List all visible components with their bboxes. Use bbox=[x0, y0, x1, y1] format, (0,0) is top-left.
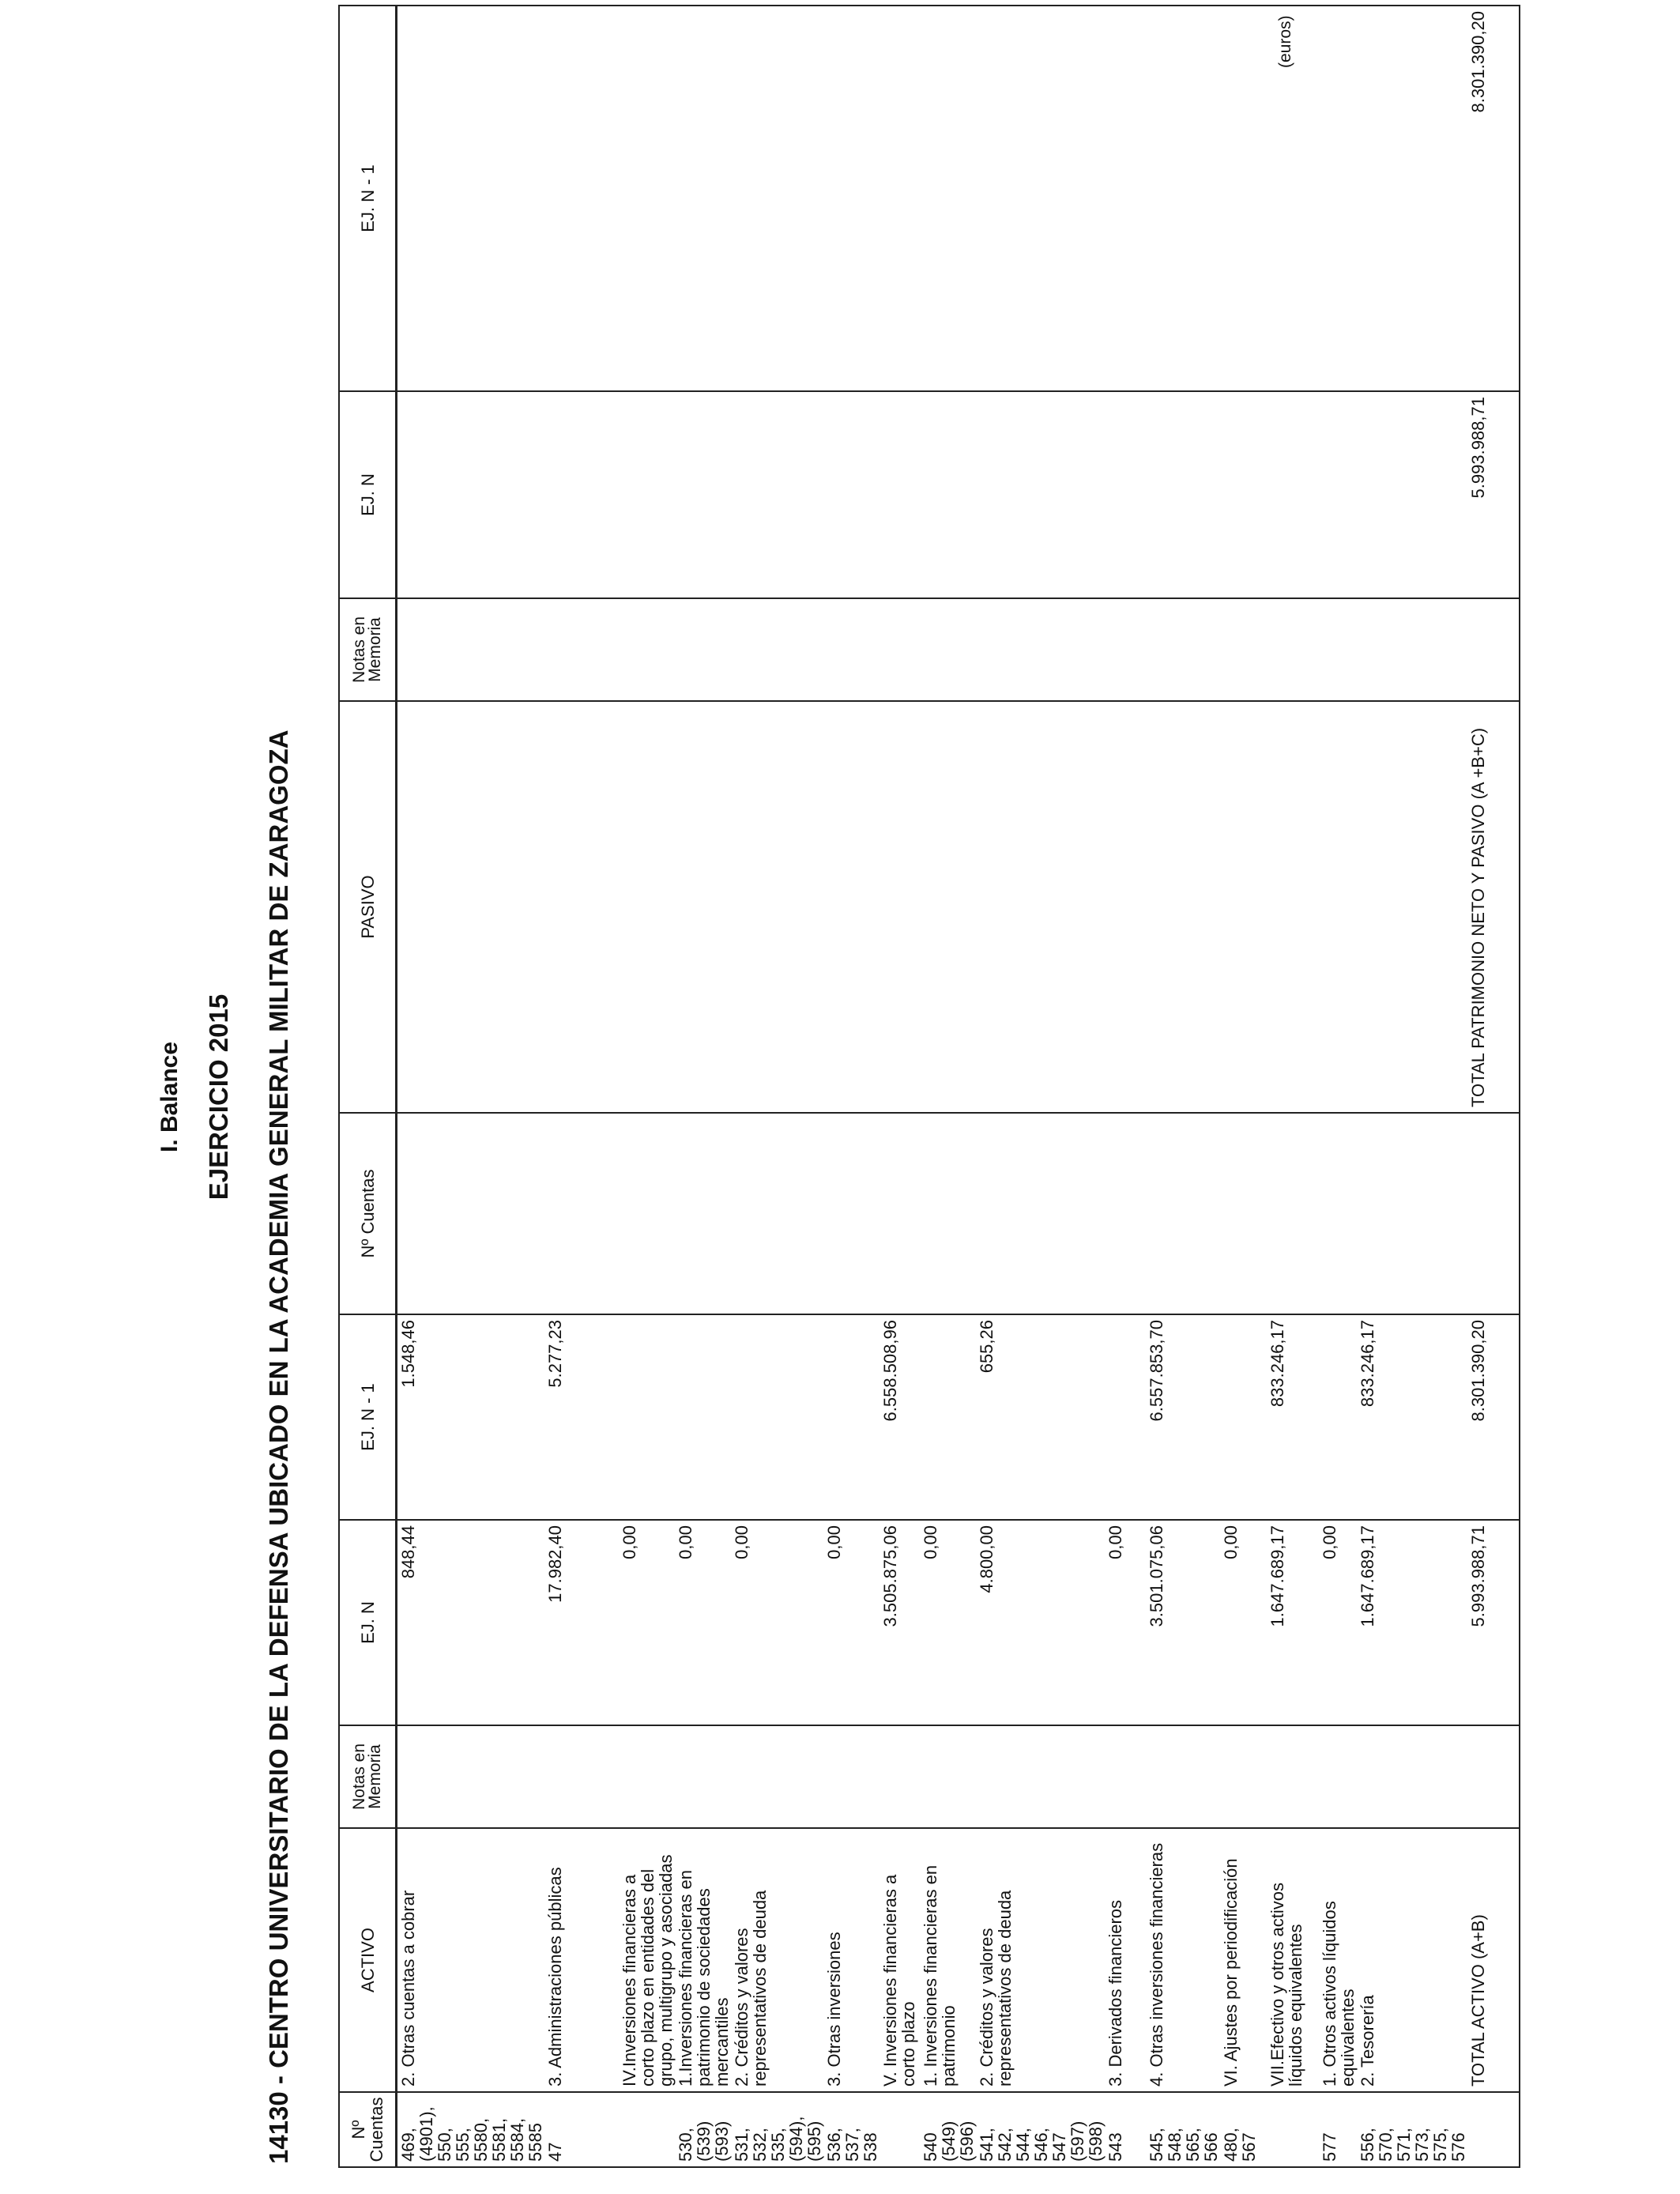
row-ej-n-1: 1.548,46 bbox=[397, 1314, 545, 1520]
total-activo-label: TOTAL ACTIVO (A+B) bbox=[1467, 1828, 1520, 2092]
row-notas bbox=[731, 1725, 823, 1828]
header-cuentas: Nº Cuentas bbox=[339, 2092, 397, 2167]
entity-name: 14130 - CENTRO UNIVERSITARIO DE LA DEFENSA UBICADO EN LA ACADEMIA GENERAL MILITAR DE ZARAGOZA bbox=[264, 729, 293, 2164]
row-notas bbox=[920, 1725, 976, 1828]
row-cuentas: 545, 548, 565, 566 bbox=[1146, 2092, 1220, 2167]
table-row bbox=[1267, 6, 1319, 2167]
row-ej-n-1: 833.246,17 bbox=[1357, 1314, 1467, 1520]
totals-row bbox=[1467, 6, 1520, 2167]
row-ej-n: 0,00 bbox=[619, 1520, 675, 1725]
row-notas bbox=[976, 1725, 1105, 1828]
row-ej-n: 4.800,00 bbox=[976, 1520, 1105, 1725]
table-row bbox=[675, 6, 731, 2167]
table-row bbox=[397, 6, 545, 2167]
row-activo: VI. Ajustes por periodificación bbox=[1220, 1828, 1267, 2092]
header-cuentas-pasivo: Nº Cuentas bbox=[339, 1113, 397, 1314]
row-ej-n: 1.647.689,17 bbox=[1357, 1520, 1467, 1725]
table-row bbox=[619, 6, 675, 2167]
row-cuentas: 47 bbox=[544, 2092, 619, 2167]
row-ej-n: 0,00 bbox=[675, 1520, 731, 1725]
row-notas bbox=[880, 1725, 920, 1828]
fiscal-year-title: EJERCICIO 2015 bbox=[204, 993, 233, 1201]
header-row bbox=[339, 6, 397, 2167]
currency-units: (euros) bbox=[1276, 15, 1294, 68]
row-ej-n: 0,00 bbox=[823, 1520, 880, 1725]
row-activo: 1.Inversiones financieras en patrimonio de sociedades mercantiles bbox=[675, 1828, 731, 2092]
row-activo: 3. Otras inversiones bbox=[823, 1828, 880, 2092]
total-pasivo-ej-n: 5.993.988,71 bbox=[1467, 391, 1520, 598]
row-activo: 2. Tesorería bbox=[1357, 1828, 1467, 2092]
row-cuentas: 556, 570, 571, 573, 575, 576 bbox=[1357, 2092, 1467, 2167]
total-activo-ej-n-1: 8.301.390,20 bbox=[1467, 1314, 1520, 1520]
row-ej-n-1 bbox=[1220, 1314, 1267, 1520]
row-ej-n-1: 5.277,23 bbox=[544, 1314, 619, 1520]
row-ej-n: 0,00 bbox=[731, 1520, 823, 1725]
row-activo: 1. Inversiones financieras en patrimonio bbox=[920, 1828, 976, 2092]
row-notas bbox=[397, 1725, 545, 1828]
row-cuentas bbox=[880, 2092, 920, 2167]
row-notas bbox=[1146, 1725, 1220, 1828]
table-row bbox=[1319, 6, 1357, 2167]
row-ej-n-1: 6.558.508,96 bbox=[880, 1314, 920, 1520]
row-ej-n-1 bbox=[1319, 1314, 1357, 1520]
row-ej-n-1: 6.557.853,70 bbox=[1146, 1314, 1220, 1520]
row-ej-n-1: 833.246,17 bbox=[1267, 1314, 1319, 1520]
header-ej-n-1-pasivo: EJ. N - 1 bbox=[339, 6, 397, 391]
row-notas bbox=[619, 1725, 675, 1828]
header-pasivo: PASIVO bbox=[339, 701, 397, 1113]
row-notas bbox=[1319, 1725, 1357, 1828]
row-notas bbox=[1267, 1725, 1319, 1828]
row-notas bbox=[675, 1725, 731, 1828]
row-cuentas: 540 (549) (596) bbox=[920, 2092, 976, 2167]
report-title: I. Balance bbox=[156, 1041, 183, 1153]
row-activo: VII.Efectivo y otros activos líquidos equivalentes bbox=[1267, 1828, 1319, 2092]
row-ej-n: 17.982,40 bbox=[544, 1520, 619, 1725]
balance-table bbox=[338, 5, 1520, 2168]
row-cuentas: 536, 537, 538 bbox=[823, 2092, 880, 2167]
row-activo: 3. Derivados financieros bbox=[1105, 1828, 1146, 2092]
header-notas: Notas en Memoria bbox=[339, 1725, 397, 1828]
row-activo: 1. Otros activos líquidos equivalentes bbox=[1319, 1828, 1357, 2092]
row-activo: V. Inversiones financieras a corto plazo bbox=[880, 1828, 920, 2092]
row-notas bbox=[823, 1725, 880, 1828]
row-ej-n-1 bbox=[675, 1314, 731, 1520]
table-row bbox=[731, 6, 823, 2167]
row-activo: 4. Otras inversiones financieras bbox=[1146, 1828, 1220, 2092]
header-ej-n-pasivo: EJ. N bbox=[339, 391, 397, 598]
table-row bbox=[976, 6, 1105, 2167]
row-ej-n-1 bbox=[823, 1314, 880, 1520]
total-pasivo-ej-n-1: 8.301.390,20 bbox=[1467, 6, 1520, 391]
row-cuentas: 543 bbox=[1105, 2092, 1146, 2167]
row-notas bbox=[1357, 1725, 1467, 1828]
total-activo-ej-n: 5.993.988,71 bbox=[1467, 1520, 1520, 1725]
row-ej-n: 3.501.075,06 bbox=[1146, 1520, 1220, 1725]
row-activo: 2. Otras cuentas a cobrar bbox=[397, 1828, 545, 2092]
row-activo: 2. Créditos y valores representativos de deuda bbox=[976, 1828, 1105, 2092]
row-cuentas: 480, 567 bbox=[1220, 2092, 1267, 2167]
row-ej-n: 0,00 bbox=[920, 1520, 976, 1725]
row-ej-n-1 bbox=[1105, 1314, 1146, 1520]
row-ej-n: 0,00 bbox=[1220, 1520, 1267, 1725]
header-ej-n-1: EJ. N - 1 bbox=[339, 1314, 397, 1520]
row-activo: IV.Inversiones financieras a corto plazo en entidades del grupo, multigrupo y asociadas bbox=[619, 1828, 675, 2092]
header-notas-pasivo: Notas en Memoria bbox=[339, 598, 397, 701]
row-ej-n: 848,44 bbox=[397, 1520, 545, 1725]
row-ej-n: 0,00 bbox=[1319, 1520, 1357, 1725]
row-ej-n: 0,00 bbox=[1105, 1520, 1146, 1725]
header-ej-n: EJ. N bbox=[339, 1520, 397, 1725]
table-row bbox=[920, 6, 976, 2167]
row-activo: 2. Créditos y valores representativos de deuda bbox=[731, 1828, 823, 2092]
row-ej-n-1: 655,26 bbox=[976, 1314, 1105, 1520]
table-row bbox=[823, 6, 880, 2167]
row-ej-n-1 bbox=[731, 1314, 823, 1520]
row-cuentas: 531, 532, 535, (594), (595) bbox=[731, 2092, 823, 2167]
table-row bbox=[1105, 6, 1146, 2167]
table-row bbox=[1357, 6, 1467, 2167]
row-ej-n-1 bbox=[920, 1314, 976, 1520]
row-cuentas: 577 bbox=[1319, 2092, 1357, 2167]
table-row bbox=[1146, 6, 1220, 2167]
table-row bbox=[1220, 6, 1267, 2167]
header-activo: ACTIVO bbox=[339, 1828, 397, 2092]
row-ej-n-1 bbox=[619, 1314, 675, 1520]
row-cuentas: 541, 542, 544, 546, 547 (597) (598) bbox=[976, 2092, 1105, 2167]
table-row bbox=[544, 6, 619, 2167]
row-notas bbox=[1220, 1725, 1267, 1828]
row-cuentas: 469, (4901), 550, 555, 5580, 5581, 5584, 5585 bbox=[397, 2092, 545, 2167]
table-row bbox=[880, 6, 920, 2167]
row-notas bbox=[544, 1725, 619, 1828]
total-pasivo-label: TOTAL PATRIMONIO NETO Y PASIVO (A +B+C) bbox=[1467, 701, 1520, 1113]
row-notas bbox=[1105, 1725, 1146, 1828]
row-cuentas: 530, (539) (593) bbox=[675, 2092, 731, 2167]
row-cuentas bbox=[1267, 2092, 1319, 2167]
row-ej-n: 1.647.689,17 bbox=[1267, 1520, 1319, 1725]
row-cuentas bbox=[619, 2092, 675, 2167]
row-ej-n: 3.505.875,06 bbox=[880, 1520, 920, 1725]
row-activo: 3. Administraciones públicas bbox=[544, 1828, 619, 2092]
